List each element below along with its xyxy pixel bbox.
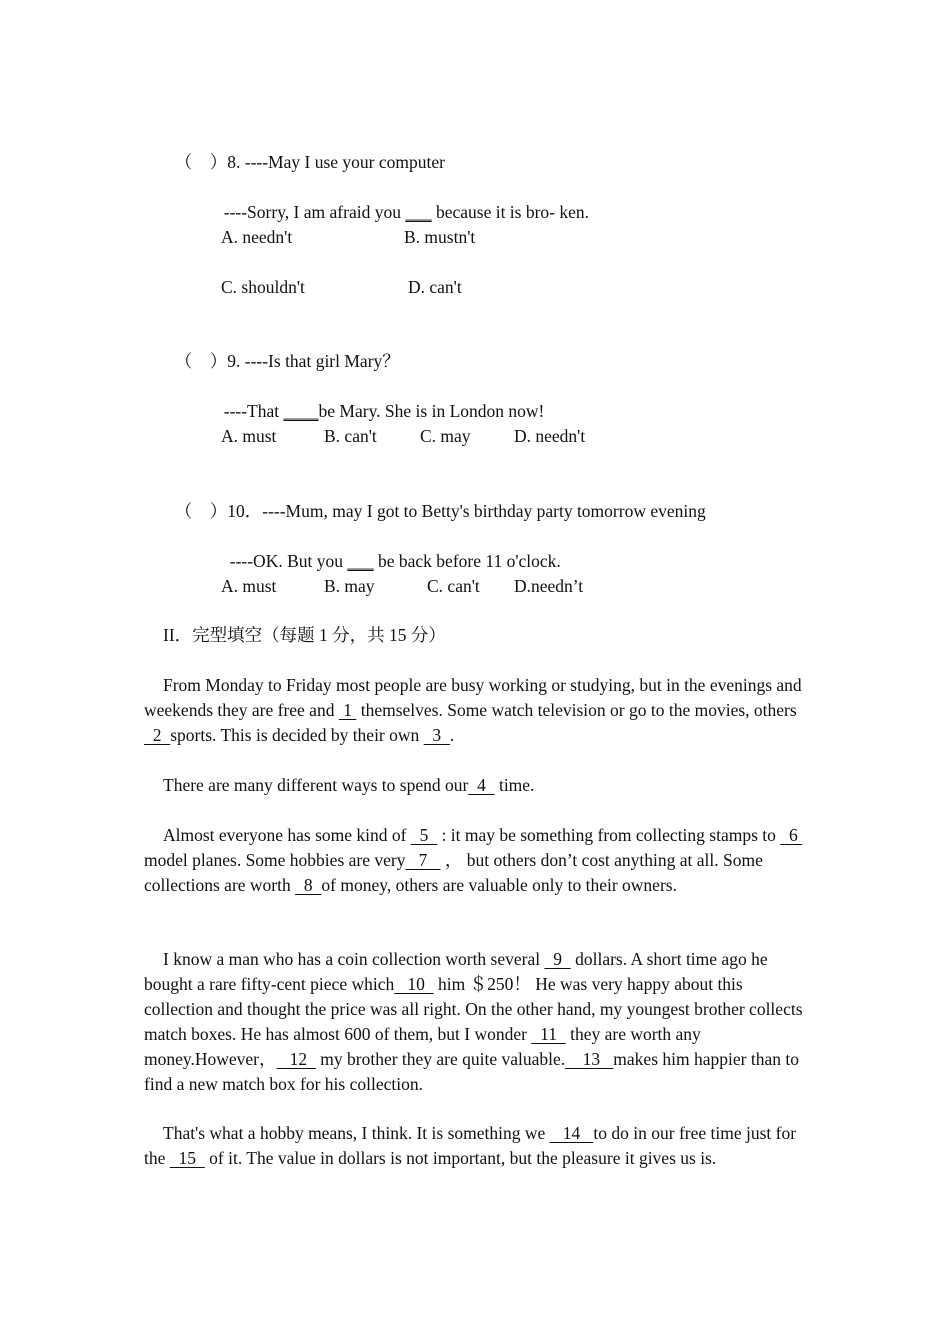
blank-9: 9: [544, 949, 571, 969]
blank-1: 1: [338, 700, 357, 720]
option-8b: B. mustn't: [404, 227, 476, 247]
option-9c: C. may: [420, 426, 471, 446]
option-9d: D. needn't: [514, 426, 586, 446]
blank-3: 3: [423, 725, 450, 745]
blank-8: 8: [295, 875, 322, 895]
passage-paragraph-4: I know a man who has a coin collection worth several 9 dollars. A short time ago he bought a rare fifty-cent piece which 10 him ＄250！ He was very happy about this collection and thought the price was all right. On the other hand, my youngest brother collects match boxes. He has almost 600 of them, but I wonder 11 they are worth any money.However， 12 my brother they are quite valuable. 13 makes him happier than to find a new match box for his collection.: [144, 949, 803, 1094]
blank-7: 7: [405, 850, 441, 870]
option-9a: A. must: [221, 426, 277, 446]
blank-13: 13: [565, 1049, 614, 1069]
answer-paren-9: （ ）: [174, 351, 228, 371]
blank-11: 11: [531, 1024, 566, 1044]
answer-paren-8: （ ）: [174, 152, 228, 172]
blank: ____: [283, 401, 319, 421]
section-heading: II．完型填空（每题 1 分，共 15 分）: [163, 625, 446, 645]
blank: ___: [347, 551, 374, 571]
option-8c: C. shouldn't: [221, 277, 305, 297]
option-8a: A. needn't: [221, 227, 293, 247]
blank-10: 10: [394, 974, 434, 994]
option-10a: A. must: [221, 576, 277, 596]
question-9: [166, 324, 400, 374]
question-10-reply: ----OK. But you ___ be back before 11 o'clock.: [229, 551, 561, 571]
passage-paragraph-5: That's what a hobby means, I think. It is something we 14 to do in our free time just for the 15 of it. The value in dollars is not important, but the pleasure it gives us is.: [144, 1123, 797, 1168]
question-8-reply: ----Sorry, I am afraid you ___ because it is bro- ken.: [223, 202, 590, 222]
question-10: [166, 474, 706, 524]
question-9-reply: ----That ____be Mary. She is in London now!: [223, 401, 545, 421]
blank-2: 2: [144, 725, 171, 745]
option-9b: B. can't: [324, 426, 377, 446]
passage-paragraph-1: From Monday to Friday most people are busy working or studying, but in the evenings and weekends they are free and 1 themselves. Some watch television or go to the movies, others 2 sports. This is decided by their own 3 .: [144, 675, 802, 745]
option-10c: C. can't: [427, 576, 480, 596]
blank-15: 15: [169, 1148, 205, 1168]
question-8-stem: 8. ----May I use your computer: [227, 152, 445, 172]
blank-5: 5: [410, 825, 438, 845]
option-10b: B. may: [324, 576, 375, 596]
option-10d: D.needn’t: [514, 576, 584, 596]
question-10-stem: 10．----Mum, may I got to Betty's birthday party tomorrow evening: [227, 501, 706, 521]
blank-14: 14: [549, 1123, 594, 1143]
passage-paragraph-3: Almost everyone has some kind of 5 : it may be something from collecting stamps to 6 model planes. Some hobbies are very 7 ， but others don’t cost anything at all. Some collections are worth 8 of money, others are valuable only to their owners.: [144, 825, 803, 895]
blank-12: 12: [276, 1049, 316, 1069]
blank: ___: [405, 202, 432, 222]
option-8d: D. can't: [408, 277, 462, 297]
blank-4: 4: [468, 775, 495, 795]
answer-paren-10: （ ）: [174, 501, 228, 521]
passage-paragraph-2: There are many different ways to spend our 4 time.: [163, 775, 535, 795]
blank-6: 6: [780, 825, 803, 845]
question-8: [166, 125, 445, 175]
question-9-stem: 9. ----Is that girl Mary？: [227, 351, 400, 371]
